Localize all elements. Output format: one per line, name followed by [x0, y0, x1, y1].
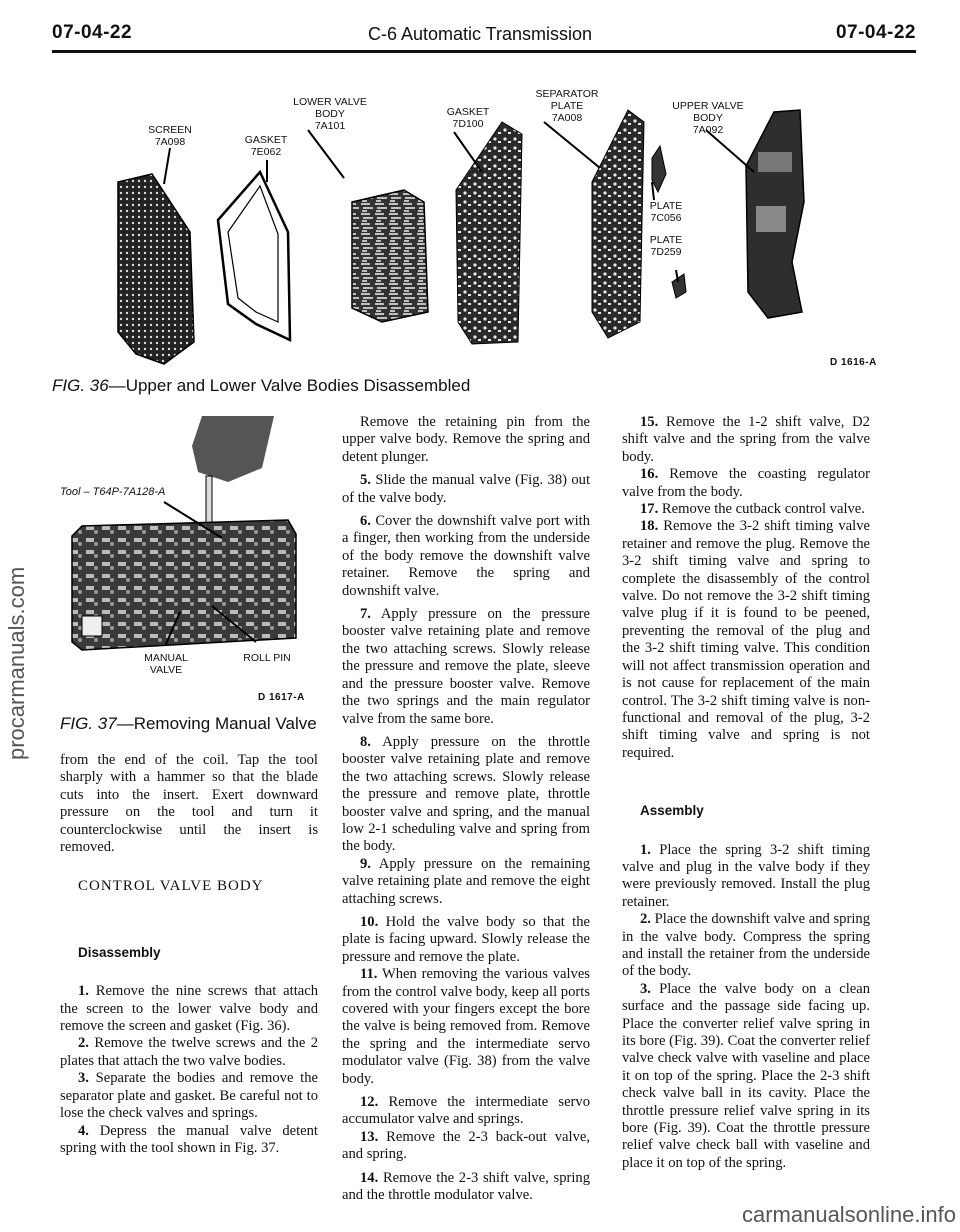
col3-step: 18. Remove the 3-2 shift timing valve retainer and remove the plug. Remove the 3-2 shift timing valve and spring to complete the disassembly of the control valve. Do not remove the 3-2 shift timing valve plug if it is found to be peened, preventing the removal of the plug and the 3-2 shift timing valve. This condition will not affect transmission operation and is not cause for replacement of the main control. The 3-2 shift timing valve is non-functional and removal of the plug, 3-2 shift timing valve and spring is not required.	[622, 518, 870, 761]
col1-step: 3. Separate the bodies and remove the separator plate and gasket. Be careful not to lose the check valves and springs.	[60, 1070, 318, 1122]
page-code-left: 07-04-22	[52, 22, 133, 43]
col2-step: 10. Hold the valve body so that the plate is facing upward. Slowly release the pressure and remove the plate.	[342, 913, 590, 965]
label-upper-valve-body: UPPER VALVE BODY 7A092	[672, 100, 744, 136]
figure-37-number: FIG. 37	[60, 714, 117, 733]
column-1	[60, 752, 318, 1157]
column-2	[342, 414, 590, 1204]
col2-step: 11. When removing the various valves from the control valve body, keep all ports covered with your fingers except the bore the valve is being removed from. Remove the spring and the intermediate servo modulator valve (Fig. 38) from the valve body.	[342, 966, 590, 1087]
svg-text:procarmanuals.com: procarmanuals.com	[4, 566, 29, 760]
figure-37-id: D 1617-A	[258, 692, 305, 703]
subsection-disassembly: Disassembly	[78, 944, 161, 960]
figure-36-number: FIG. 36	[52, 376, 109, 395]
col3-assembly-step: 2. Place the downshift valve and spring in the valve body. Compress the spring and install the retainer from the underside of the body.	[622, 911, 870, 980]
column-3	[622, 414, 870, 1172]
running-title: C-6 Automatic Transmission	[367, 24, 593, 44]
figure-36-caption	[52, 376, 470, 396]
col2-step: 7. Apply pressure on the pressure booster valve retaining plate and remove the two attaching screws. Slowly release the pressure and remove the plate, sleeve and the pressure booster valve. Remove the two springs and the main regulator valve from the same bore.	[342, 606, 590, 727]
col2-step: 9. Apply pressure on the remaining valve retaining plate and remove the eight attaching screws.	[342, 855, 590, 907]
header-rule	[52, 50, 916, 53]
col3-step: 17. Remove the cutback control valve.	[640, 501, 865, 518]
label-manual-valve: MANUAL VALVE	[144, 652, 188, 676]
label-tool: Tool – T64P-7A128-A	[60, 486, 166, 498]
label-plate-7c056: PLATE 7C056	[649, 200, 683, 224]
col2-step: 8. Apply pressure on the throttle booster valve retaining plate and remove the two attaching screws. Slowly release the pressure and remove plate, throttle booster valve and spring, and the manual low 2-1 scheduling valve and spring from the body.	[342, 733, 591, 855]
subsection-assembly: Assembly	[640, 803, 704, 819]
col3-step: 16. Remove the coasting regulator valve from the body.	[622, 466, 870, 500]
label-lower-valve-body: LOWER VALVE BODY 7A101	[293, 96, 367, 132]
label-gasket-7e062: GASKET 7E062	[244, 134, 288, 158]
col1-step: 1. Remove the nine screws that attach the screen to the lower valve body and remove the screen and gasket (Fig. 36).	[60, 983, 318, 1035]
figure-37	[52, 416, 320, 736]
col3-step: 15. Remove the 1-2 shift valve, D2 shift valve and the spring from the valve body.	[622, 414, 870, 465]
label-separator-plate: SEPARATOR PLATE 7A008	[535, 88, 599, 124]
col2-step: 12. Remove the intermediate servo accumulator valve and springs.	[342, 1094, 590, 1128]
label-screen: SCREEN 7A098	[148, 124, 192, 148]
col2-intro: Remove the retaining pin from the upper valve body. Remove the spring and detent plunger.	[342, 414, 590, 465]
col1-step: 4. Depress the manual valve detent spring with the tool shown in Fig. 37.	[60, 1122, 318, 1156]
figure-37-caption	[60, 714, 317, 734]
figure-36	[52, 82, 916, 382]
label-roll-pin: ROLL PIN	[243, 652, 291, 664]
figure-37-caption-text: —Removing Manual Valve	[116, 714, 317, 733]
watermark-bottom: carmanualsonline.info	[741, 1202, 956, 1227]
col3-assembly-step: 1. Place the spring 3-2 shift timing valve and plug in the valve body if they were previously removed. Install the plug retainer.	[622, 841, 870, 910]
section-control-valve-body: CONTROL VALVE BODY	[78, 878, 264, 895]
col2-step: 6. Cover the downshift valve port with a finger, then working from the underside of the body remove the downshift valve retainer. Remove the spring and downshift valve.	[342, 513, 590, 599]
col2-step: 14. Remove the 2-3 shift valve, spring and the throttle modulator valve.	[342, 1169, 591, 1204]
col3-assembly-step: 3. Place the valve body on a clean surface and the passage side facing up. Place the converter relief valve spring in its bore (Fig. 39). Coat the converter relief valve check valve with vaseline and place it on top of the spring. Place the 2-3 shift check valve ball in its cavity. Place the throttle pressure relief valve spring in its bore (Fig. 39). Coat the throttle pressure relief valve check ball with vaseline and place it on top of the spring.	[622, 980, 870, 1171]
figure-36-id: D 1616-A	[830, 357, 877, 368]
col1-intro: from the end of the coil. Tap the tool sharply with a hammer so that the blade cuts into the insert. Exert downward pressure on the tool and turn it counterclockwise until the insert is removed.	[60, 752, 318, 856]
watermark-side	[4, 200, 32, 800]
col1-step: 2. Remove the twelve screws and the 2 plates that attach the two valve bodies.	[60, 1035, 318, 1069]
label-gasket-7d100: GASKET 7D100	[446, 106, 490, 130]
figure-36-caption-text: —Upper and Lower Valve Bodies Disassembled	[108, 376, 471, 395]
page-code-right: 07-04-22	[835, 22, 916, 43]
col2-step: 5. Slide the manual valve (Fig. 38) out of the valve body.	[342, 472, 590, 506]
col2-step: 13. Remove the 2-3 back-out valve, and spring.	[342, 1128, 590, 1163]
label-plate-7d259: PLATE 7D259	[649, 234, 683, 258]
